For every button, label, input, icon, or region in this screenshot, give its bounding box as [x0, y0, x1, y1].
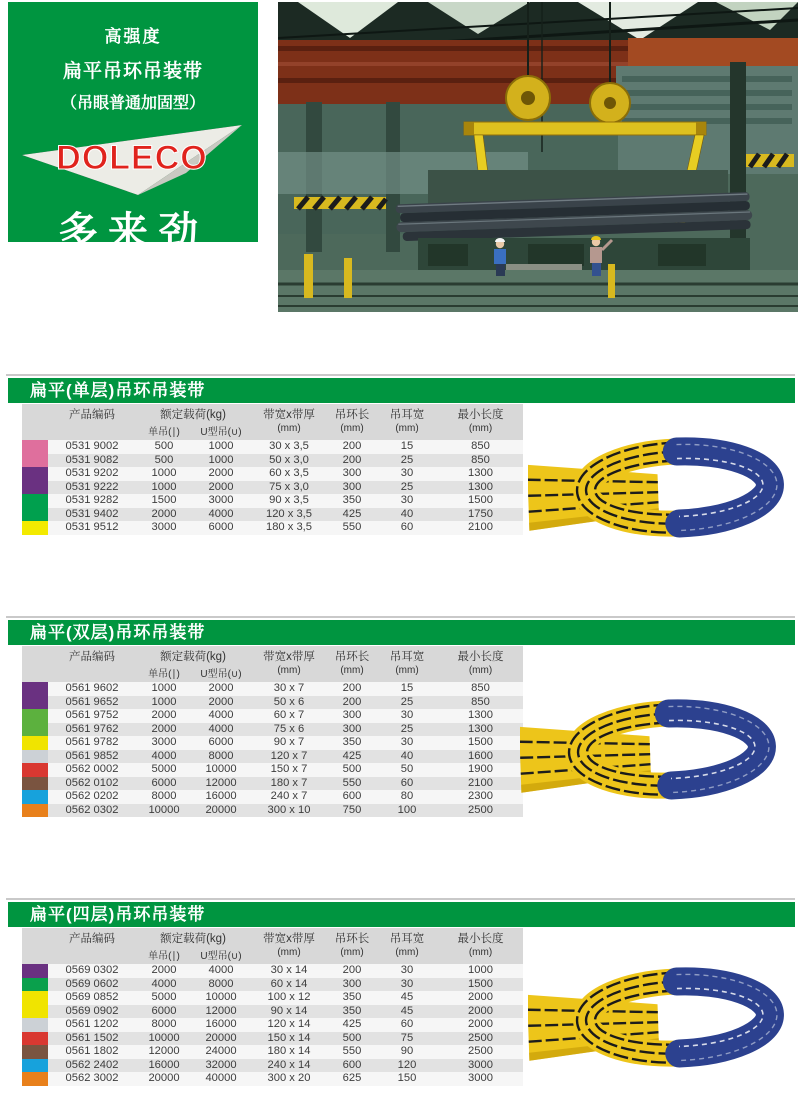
cell-size: 60 x 7	[273, 709, 305, 721]
cell-u_type: 4000	[208, 507, 234, 520]
cell-code: 0531 9202	[65, 467, 119, 479]
cell-single: 1500	[151, 494, 177, 506]
cell-min: 2500	[468, 1031, 493, 1044]
cell-single: 1000	[151, 695, 177, 708]
col-single: 单吊(∣)	[148, 951, 180, 962]
col-size: 带宽x带厚	[263, 932, 315, 945]
col-load: 额定载荷(kg)	[160, 932, 226, 945]
cell-ear: 60	[400, 776, 414, 789]
col-utype: U型吊(∪)	[200, 951, 242, 962]
col-code: 产品编码	[69, 408, 115, 421]
cell-u_type: 2000	[208, 695, 234, 708]
col-utype: U型吊(∪)	[200, 427, 242, 438]
table-row	[22, 1072, 523, 1086]
cell-ring: 350	[342, 494, 362, 506]
cell-code: 0569 0852	[65, 991, 119, 1003]
cell-size: 300 x 10	[267, 803, 311, 816]
cell-single: 10000	[148, 803, 180, 816]
brand-line-1: 高强度	[104, 27, 162, 46]
cell-min: 2000	[468, 1004, 493, 1017]
cell-u_type: 20000	[205, 803, 237, 816]
cell-ring: 625	[342, 1072, 362, 1084]
divider	[6, 616, 795, 618]
cell-u_type: 10000	[205, 991, 237, 1003]
col-single: 单吊(∣)	[148, 669, 180, 680]
cell-min: 1500	[468, 494, 493, 506]
cell-u_type: 12000	[205, 776, 237, 789]
cell-single: 10000	[148, 1031, 180, 1044]
cell-ring: 300	[342, 977, 362, 990]
cell-min: 2500	[468, 1045, 493, 1057]
cell-u_type: 2000	[208, 480, 234, 493]
color-swatch	[22, 1045, 48, 1059]
cell-ear: 75	[400, 1031, 414, 1044]
col-utype: U型吊(∪)	[200, 669, 242, 680]
cell-ear: 40	[400, 749, 414, 762]
cell-code: 0562 0002	[65, 763, 119, 775]
cell-min: 1000	[468, 964, 493, 976]
cell-code: 0561 9752	[65, 709, 119, 721]
table-body	[22, 440, 523, 535]
table-row	[22, 454, 523, 468]
cell-code: 0562 0302	[65, 803, 119, 816]
cell-u_type: 16000	[205, 1018, 237, 1030]
col-load: 额定载荷(kg)	[160, 408, 226, 421]
cell-single: 1000	[151, 467, 177, 479]
table-row	[22, 777, 523, 791]
color-swatch	[22, 750, 48, 764]
color-swatch	[22, 696, 48, 710]
table-body	[22, 682, 523, 817]
cell-single: 3000	[151, 736, 177, 748]
color-swatch	[22, 467, 48, 481]
table-row	[22, 467, 523, 481]
doleco-logo	[8, 121, 258, 204]
col-single: 单吊(∣)	[148, 427, 180, 438]
cell-ring: 300	[342, 722, 362, 735]
color-swatch	[22, 1018, 48, 1032]
cell-ear: 45	[400, 991, 414, 1003]
cell-ear: 30	[400, 736, 414, 748]
cell-size: 180 x 14	[267, 1045, 311, 1057]
cell-ring: 425	[342, 507, 362, 520]
cell-min: 1300	[468, 722, 493, 735]
cell-min: 1750	[468, 507, 493, 520]
col-min: 最小长度	[457, 932, 504, 945]
cell-ring: 750	[342, 803, 362, 816]
cell-ring: 200	[342, 964, 362, 976]
cell-single: 6000	[151, 1004, 177, 1017]
cell-code: 0561 1502	[65, 1031, 119, 1044]
table-row	[22, 804, 523, 818]
cell-ring: 200	[342, 453, 362, 466]
table-header: 产品编码 额定载荷(kg) 带宽x带厚 吊环长 吊耳宽 最小长度 单吊(∣) U型吊(∪) (mm) (mm) (mm) (mm)	[22, 646, 523, 682]
color-swatch	[22, 682, 48, 696]
table-row	[22, 481, 523, 495]
color-swatch	[22, 494, 48, 508]
cell-min: 1500	[468, 736, 493, 748]
color-swatch	[22, 964, 48, 978]
cell-u_type: 2000	[208, 682, 234, 694]
cell-ring: 500	[342, 1031, 362, 1044]
cell-code: 0561 9602	[65, 682, 119, 694]
color-swatch	[22, 508, 48, 522]
col-ear: 吊耳宽	[389, 650, 425, 663]
sling-illustration	[520, 692, 792, 804]
doleco-logo-text: DOLECO	[56, 139, 208, 177]
cell-ear: 150	[397, 1072, 417, 1084]
color-swatch	[22, 777, 48, 791]
cell-code: 0562 2402	[65, 1058, 119, 1071]
spreader-beam	[464, 122, 706, 135]
cell-size: 180 x 7	[270, 776, 308, 789]
table-row	[22, 790, 523, 804]
cell-ear: 30	[400, 709, 414, 721]
col-load: 额定载荷(kg)	[160, 650, 226, 663]
cell-code: 0531 9512	[65, 521, 119, 533]
col-ring: 吊环长	[334, 650, 370, 663]
cell-min: 2100	[468, 776, 493, 789]
table-title: 扁平(四层)吊环吊装带	[8, 902, 795, 927]
table-row	[22, 736, 523, 750]
cell-ear: 120	[397, 1058, 417, 1071]
cell-size: 300 x 20	[267, 1072, 311, 1084]
cell-single: 2000	[151, 709, 177, 721]
cell-size: 60 x 14	[270, 977, 308, 990]
color-swatch	[22, 709, 48, 723]
cell-ring: 425	[342, 749, 362, 762]
cell-ear: 60	[400, 521, 414, 533]
table-header: 产品编码 额定载荷(kg) 带宽x带厚 吊环长 吊耳宽 最小长度 单吊(∣) U型吊(∪) (mm) (mm) (mm) (mm)	[22, 404, 523, 440]
cell-code: 0561 1202	[65, 1018, 119, 1030]
divider	[6, 898, 795, 900]
cell-min: 1600	[468, 749, 493, 762]
cell-ear: 40	[400, 507, 414, 520]
cell-size: 120 x 7	[270, 749, 308, 762]
cell-single: 3000	[151, 521, 177, 533]
cell-single: 8000	[151, 1018, 177, 1030]
cell-ring: 200	[342, 682, 362, 694]
cell-u_type: 6000	[208, 736, 234, 748]
brand-line-2: 扁平吊环吊装带	[62, 61, 203, 82]
cell-size: 100 x 12	[267, 991, 311, 1003]
table-header: 产品编码 额定载荷(kg) 带宽x带厚 吊环长 吊耳宽 最小长度 单吊(∣) U型吊(∪) (mm) (mm) (mm) (mm)	[22, 928, 523, 964]
table-row	[22, 1032, 523, 1046]
cell-u_type: 12000	[205, 1004, 237, 1017]
cell-size: 30 x 3,5	[269, 440, 309, 452]
table-row	[22, 964, 523, 978]
sling-illustration	[528, 430, 800, 542]
color-swatch	[22, 804, 48, 818]
cell-min: 850	[471, 440, 490, 452]
color-swatch	[22, 1005, 48, 1019]
cell-size: 120 x 3,5	[265, 507, 313, 520]
color-swatch	[22, 978, 48, 992]
table-row	[22, 1018, 523, 1032]
col-min: 最小长度	[457, 650, 504, 663]
cell-single: 5000	[151, 991, 177, 1003]
cell-u_type: 10000	[205, 763, 237, 775]
cell-min: 2500	[468, 803, 493, 816]
cell-single: 500	[154, 453, 174, 466]
cell-u_type: 40000	[205, 1072, 237, 1084]
cell-size: 30 x 14	[270, 964, 308, 976]
color-swatch	[22, 763, 48, 777]
cell-u_type: 6000	[208, 521, 234, 533]
cell-single: 2000	[151, 722, 177, 735]
cell-size: 60 x 3,5	[269, 467, 309, 479]
cell-min: 850	[471, 695, 490, 708]
brand-panel	[8, 2, 258, 254]
cell-ring: 350	[342, 991, 362, 1003]
cell-min: 3000	[468, 1058, 493, 1071]
cell-min: 1300	[468, 480, 493, 493]
cell-min: 2000	[468, 1018, 493, 1030]
col-ear: 吊耳宽	[389, 932, 425, 945]
col-ring: 吊环长	[334, 932, 370, 945]
cell-size: 120 x 14	[267, 1018, 311, 1030]
cell-code: 0561 9762	[65, 722, 119, 735]
cell-code: 0562 0202	[65, 790, 119, 802]
cell-code: 0531 9402	[65, 507, 119, 520]
cell-single: 20000	[148, 1072, 180, 1084]
table-row	[22, 763, 523, 777]
cell-ear: 80	[400, 790, 414, 802]
cell-ear: 15	[400, 682, 414, 694]
cell-u_type: 20000	[205, 1031, 237, 1044]
cell-size: 90 x 14	[270, 1004, 308, 1017]
table-body	[22, 964, 523, 1086]
cell-min: 850	[471, 453, 490, 466]
cell-ring: 300	[342, 480, 362, 493]
cell-single: 6000	[151, 776, 177, 789]
cell-size: 90 x 7	[273, 736, 305, 748]
cell-min: 1900	[468, 763, 493, 775]
cell-code: 0561 9782	[65, 736, 119, 748]
cell-min: 1500	[468, 977, 493, 990]
cell-single: 500	[154, 440, 174, 452]
cell-ring: 350	[342, 1004, 362, 1017]
cell-u_type: 1000	[208, 440, 234, 452]
cell-ring: 550	[342, 1045, 362, 1057]
cell-ring: 200	[342, 695, 362, 708]
color-swatch	[22, 481, 48, 495]
cell-u_type: 4000	[208, 709, 234, 721]
col-code: 产品编码	[69, 932, 115, 945]
cell-single: 8000	[151, 790, 177, 802]
cell-min: 1300	[468, 709, 493, 721]
cell-size: 75 x 3,0	[269, 480, 309, 493]
color-swatch	[22, 790, 48, 804]
cell-ring: 300	[342, 467, 362, 479]
cell-single: 12000	[148, 1045, 180, 1057]
cell-u_type: 4000	[208, 722, 234, 735]
cell-u_type: 16000	[205, 790, 237, 802]
table-row	[22, 1045, 523, 1059]
cell-size: 240 x 14	[267, 1058, 311, 1071]
cell-ear: 25	[400, 453, 414, 466]
cell-single: 2000	[151, 507, 177, 520]
table-row	[22, 696, 523, 710]
cell-u_type: 32000	[205, 1058, 237, 1071]
color-swatch	[22, 991, 48, 1005]
cell-ear: 30	[400, 494, 414, 506]
table-row	[22, 978, 523, 992]
cell-code: 0561 9852	[65, 749, 119, 762]
table-row	[22, 682, 523, 696]
table-title: 扁平(单层)吊环吊装带	[8, 378, 795, 403]
table-row	[22, 1059, 523, 1073]
cell-min: 2300	[468, 790, 493, 802]
cell-single: 2000	[151, 964, 177, 976]
cell-u_type: 8000	[208, 977, 234, 990]
cell-ear: 50	[400, 763, 414, 775]
cell-single: 5000	[151, 763, 177, 775]
color-swatch	[22, 723, 48, 737]
cell-code: 0562 0102	[65, 776, 119, 789]
cell-size: 180 x 3,5	[265, 521, 313, 533]
table-row	[22, 709, 523, 723]
cell-size: 90 x 3,5	[269, 494, 309, 506]
col-ear: 吊耳宽	[389, 408, 425, 421]
cell-size: 50 x 3,0	[269, 453, 309, 466]
color-swatch	[22, 454, 48, 468]
cell-code: 0531 9082	[65, 453, 119, 466]
cell-single: 4000	[151, 977, 177, 990]
cell-ear: 30	[400, 977, 414, 990]
cell-u_type: 3000	[208, 494, 234, 506]
cell-ear: 100	[397, 803, 417, 816]
brand-name-cn: 多来劲	[58, 210, 208, 254]
cell-ear: 25	[400, 695, 414, 708]
brand-line-3: （吊眼普通加固型）	[60, 95, 205, 112]
color-swatch	[22, 1032, 48, 1046]
color-swatch	[22, 736, 48, 750]
table-title: 扁平(双层)吊环吊装带	[8, 620, 795, 645]
col-min: 最小长度	[457, 408, 504, 421]
cell-size: 30 x 7	[273, 682, 305, 694]
cell-code: 0531 9282	[65, 494, 119, 506]
cell-code: 0569 0902	[65, 1004, 119, 1017]
cell-code: 0569 0302	[65, 964, 119, 976]
cell-ear: 60	[400, 1018, 414, 1030]
cell-u_type: 2000	[208, 467, 234, 479]
col-ring: 吊环长	[334, 408, 370, 421]
cell-ear: 25	[400, 480, 414, 493]
col-code: 产品编码	[69, 650, 115, 663]
cell-ear: 90	[400, 1045, 414, 1057]
factory-photo	[278, 2, 798, 312]
cell-code: 0569 0602	[65, 977, 119, 990]
cell-u_type: 24000	[205, 1045, 237, 1057]
sling-illustration	[528, 960, 800, 1072]
cell-ring: 550	[342, 521, 362, 533]
cell-size: 50 x 6	[273, 695, 305, 708]
color-swatch	[22, 521, 48, 535]
cell-u_type: 8000	[208, 749, 234, 762]
cell-ring: 500	[342, 763, 362, 775]
cell-single: 16000	[148, 1058, 180, 1071]
cell-ear: 45	[400, 1004, 414, 1017]
cell-ear: 15	[400, 440, 414, 452]
cell-size: 75 x 6	[273, 722, 305, 735]
cell-code: 0561 1802	[65, 1045, 119, 1057]
cell-ring: 600	[342, 790, 362, 802]
col-size: 带宽x带厚	[263, 650, 315, 663]
col-size: 带宽x带厚	[263, 408, 315, 421]
cell-code: 0531 9222	[65, 480, 119, 493]
cell-min: 2000	[468, 991, 493, 1003]
cell-ear: 25	[400, 722, 414, 735]
table-row	[22, 723, 523, 737]
cell-ear: 30	[400, 467, 414, 479]
cell-u_type: 4000	[208, 964, 234, 976]
doleco-logo-arrow-icon	[18, 121, 248, 199]
cell-code: 0531 9002	[65, 440, 119, 452]
cell-code: 0561 9652	[65, 695, 119, 708]
color-swatch	[22, 1072, 48, 1086]
cell-ring: 425	[342, 1018, 362, 1030]
cell-single: 4000	[151, 749, 177, 762]
cell-ring: 550	[342, 776, 362, 789]
table-row	[22, 521, 523, 535]
cell-size: 240 x 7	[270, 790, 308, 802]
table-row	[22, 991, 523, 1005]
cell-ring: 200	[342, 440, 362, 452]
cell-ring: 600	[342, 1058, 362, 1071]
table-row	[22, 494, 523, 508]
cell-min: 2100	[468, 521, 493, 533]
cell-ring: 350	[342, 736, 362, 748]
cell-single: 1000	[151, 682, 177, 694]
cell-ring: 300	[342, 709, 362, 721]
table-row	[22, 750, 523, 764]
cell-size: 150 x 14	[267, 1031, 311, 1044]
color-swatch	[22, 440, 48, 454]
cell-min: 3000	[468, 1072, 493, 1084]
table-row	[22, 440, 523, 454]
cell-code: 0562 3002	[65, 1072, 119, 1084]
divider	[6, 374, 795, 376]
table-row	[22, 1005, 523, 1019]
table-row	[22, 508, 523, 522]
cell-min: 1300	[468, 467, 493, 479]
cell-single: 1000	[151, 480, 177, 493]
cell-u_type: 1000	[208, 453, 234, 466]
cell-size: 150 x 7	[270, 763, 308, 775]
cell-ear: 30	[400, 964, 414, 976]
cell-min: 850	[471, 682, 490, 694]
color-swatch	[22, 1059, 48, 1073]
